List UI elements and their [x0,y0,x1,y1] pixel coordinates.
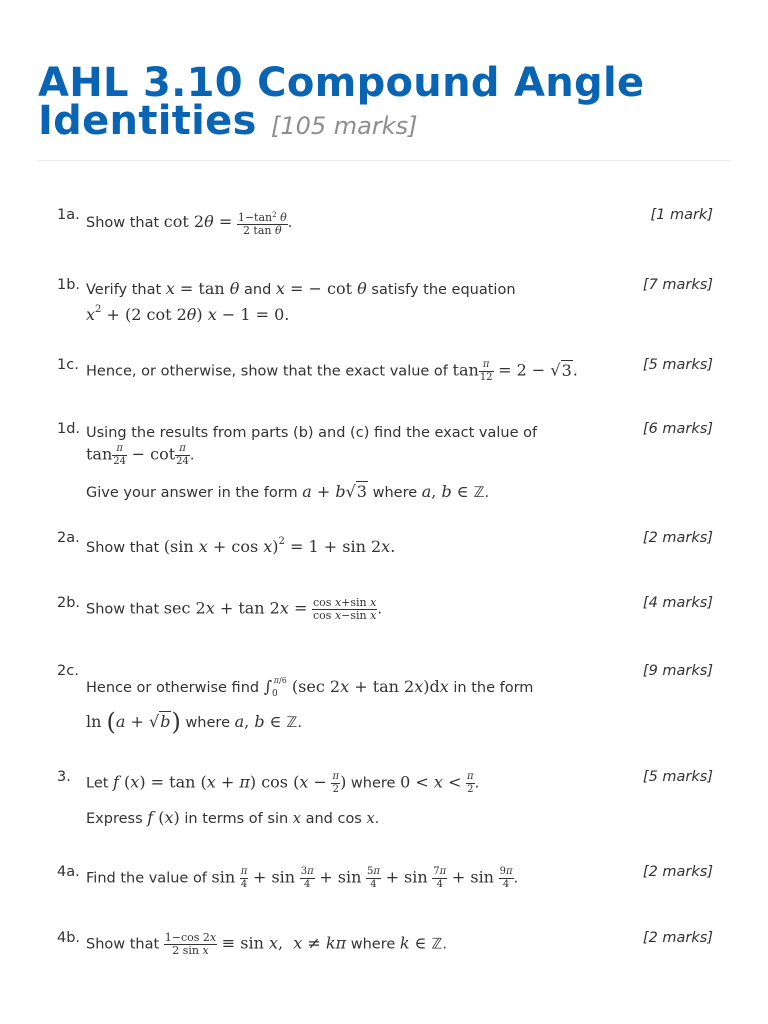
question-number: 1b. [57,277,81,293]
question-text: Let f (x) = tan (x + π) cos (x − $\frac{\pi}{2}$ ) where 0 < x < $\frac{\pi}{2}$ . Express f (x) in terms of sin x and cos x. [86,771,480,827]
question-marks: [2 marks] [642,530,713,546]
title-text: AHL 3.10 Compound Angle Identities [38,60,645,144]
question-text: Show that sec 2x + tan 2x = $\frac{\text{cos x+sin x}}{\text{cos x−sin x}}$ . [86,596,382,622]
question-number: 1d. [57,421,81,437]
total-marks: [105 marks] [270,112,418,140]
question-number: 3. [57,769,71,785]
question-number: 1c. [57,357,79,373]
question-number: 2b. [57,595,81,611]
question-marks: [5 marks] [642,769,713,785]
question-marks: [2 marks] [642,930,713,946]
question-number: 4b. [57,930,81,946]
question-text: Using the results from parts (b) and (c) find the exact value of tan $\frac{\pi}{24}$ − cot $\frac{\pi}{24}$ . Give your answer in the form a + b√3 where a, b ∈ ℤ. [86,425,538,501]
question-text: Show that (sin x + cos x)$^2$ = 1 + sin 2x. [86,536,396,556]
question-marks: [5 marks] [642,357,713,373]
question-marks: [4 marks] [642,595,713,611]
title-divider [38,160,730,161]
question-text: Find the value of sin $\frac{\pi}{4}$ + sin $\frac{3\pi}{4}$ + sin $\frac{5\pi}{4}$ + sin $\frac{7\pi}{4}$ + sin $\frac{9\pi}{4}$ . [86,866,519,890]
question-text: Hence, or otherwise, show that the exact value of tan $\frac{\pi}{12}$ = 2 − √3. [86,359,578,383]
question-number: 2c. [57,663,79,679]
question-marks: [2 marks] [642,864,713,880]
question-text: Show that $\frac{1-\cos 2x}{\text{2 sin x}}$ ≡ sin x, x ≠ kπ where k ∈ ℤ. [86,931,448,957]
page-title [38,60,738,145]
question-text: Hence or otherwise find $\int_0^{\pi/6}$ (sec 2x + tan 2x)dx in the form ln (a + √b) where a, b ∈ ℤ. [86,676,534,736]
question-number: 2a. [57,530,80,546]
question-number: 4a. [57,864,80,880]
question-number: 1a. [57,207,80,223]
question-marks: [7 marks] [642,277,713,293]
question-marks: [1 mark] [650,207,713,223]
question-marks: [6 marks] [642,421,713,437]
question-text: Show that cot 2θ = $\frac{1-\tan^2 \theta}{\text{2 tan θ}}$ . [86,211,293,237]
question-text: Verify that x = tan θ and x = − cot θ satisfy the equation $x^2 + (2$ cot 2θ) x − 1 = 0. [86,279,516,324]
question-marks: [9 marks] [642,663,713,679]
